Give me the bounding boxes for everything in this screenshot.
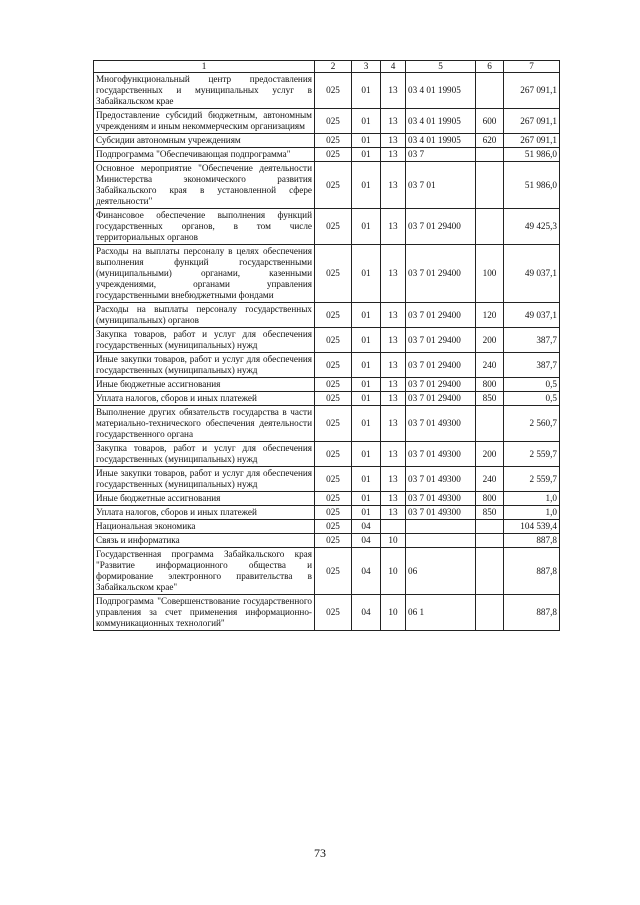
row-amount-cell: 49 425,3 (504, 209, 560, 245)
row-target-article-cell: 03 7 01 49300 (406, 467, 476, 492)
row-expense-type-cell (476, 520, 504, 534)
row-name-cell: Иные закупки товаров, работ и услуг для обеспечения государственных (муниципальных) нужд (94, 353, 315, 378)
row-target-article-cell: 03 7 01 29400 (406, 328, 476, 353)
row-section-cell: 01 (352, 148, 381, 162)
row-target-article-cell: 03 7 01 29400 (406, 303, 476, 328)
row-target-article-cell: 03 7 01 29400 (406, 378, 476, 392)
row-admin-code-cell: 025 (315, 73, 352, 109)
row-amount-cell: 51 986,0 (504, 148, 560, 162)
row-expense-type-cell: 600 (476, 109, 504, 134)
row-target-article-cell (406, 534, 476, 548)
row-section-cell: 01 (352, 109, 381, 134)
table-body (94, 73, 560, 631)
row-amount-cell: 2 559,7 (504, 467, 560, 492)
row-expense-type-cell: 120 (476, 303, 504, 328)
row-subsection-cell: 13 (381, 148, 406, 162)
row-admin-code-cell: 025 (315, 506, 352, 520)
row-subsection-cell (381, 520, 406, 534)
row-subsection-cell: 13 (381, 303, 406, 328)
row-admin-code-cell: 025 (315, 595, 352, 631)
table-row (94, 209, 560, 245)
row-amount-cell: 1,0 (504, 506, 560, 520)
table-row (94, 492, 560, 506)
row-target-article-cell: 03 7 01 29400 (406, 353, 476, 378)
row-amount-cell: 2 559,7 (504, 442, 560, 467)
row-expense-type-cell (476, 534, 504, 548)
row-name-cell: Закупка товаров, работ и услуг для обеспечения государственных (муниципальных) нужд (94, 442, 315, 467)
row-section-cell: 01 (352, 467, 381, 492)
header-col-2: 2 (315, 61, 352, 73)
row-section-cell: 01 (352, 162, 381, 209)
table-header-row (94, 61, 560, 73)
table-row (94, 353, 560, 378)
row-name-cell: Подпрограмма "Обеспечивающая подпрограмма" (94, 148, 315, 162)
row-subsection-cell: 13 (381, 328, 406, 353)
row-section-cell: 01 (352, 492, 381, 506)
header-col-6: 6 (476, 61, 504, 73)
budget-table (93, 60, 560, 631)
row-subsection-cell: 13 (381, 506, 406, 520)
row-expense-type-cell: 200 (476, 328, 504, 353)
row-expense-type-cell: 850 (476, 392, 504, 406)
row-amount-cell: 2 560,7 (504, 406, 560, 442)
row-section-cell: 01 (352, 73, 381, 109)
row-section-cell: 04 (352, 520, 381, 534)
table-row (94, 134, 560, 148)
row-name-cell: Предоставление субсидий бюджетным, автономным учреждениям и иным некоммерческим организациям (94, 109, 315, 134)
table-row (94, 303, 560, 328)
row-expense-type-cell: 800 (476, 378, 504, 392)
table-row (94, 162, 560, 209)
row-target-article-cell: 06 1 (406, 595, 476, 631)
table-row (94, 148, 560, 162)
row-admin-code-cell: 025 (315, 534, 352, 548)
row-subsection-cell: 13 (381, 162, 406, 209)
row-admin-code-cell: 025 (315, 109, 352, 134)
row-name-cell: Национальная экономика (94, 520, 315, 534)
row-amount-cell: 267 091,1 (504, 134, 560, 148)
table-row (94, 109, 560, 134)
row-section-cell: 01 (352, 209, 381, 245)
row-target-article-cell: 03 4 01 19905 (406, 134, 476, 148)
row-section-cell: 01 (352, 406, 381, 442)
row-admin-code-cell: 025 (315, 406, 352, 442)
row-admin-code-cell: 025 (315, 548, 352, 595)
row-name-cell: Выполнение других обязательств государства в части материально-технического обеспечения деятельности государственного органа (94, 406, 315, 442)
row-admin-code-cell: 025 (315, 378, 352, 392)
page-number: 73 (314, 846, 326, 860)
row-expense-type-cell: 240 (476, 467, 504, 492)
table-row (94, 378, 560, 392)
row-amount-cell: 267 091,1 (504, 109, 560, 134)
row-section-cell: 01 (352, 303, 381, 328)
row-name-cell: Расходы на выплаты персоналу в целях обеспечения выполнения функций государственными (муниципальными) органами, казенными учреждениями, органами управления государственными внебюджетными фондами (94, 245, 315, 303)
row-amount-cell: 1,0 (504, 492, 560, 506)
row-target-article-cell: 03 7 01 29400 (406, 245, 476, 303)
row-target-article-cell (406, 520, 476, 534)
row-name-cell: Подпрограмма "Совершенствование государственного управления за счет применения информационно-коммуникационных технологий" (94, 595, 315, 631)
row-name-cell: Расходы на выплаты персоналу государственных (муниципальных) органов (94, 303, 315, 328)
row-admin-code-cell: 025 (315, 148, 352, 162)
row-subsection-cell: 13 (381, 392, 406, 406)
row-name-cell: Уплата налогов, сборов и иных платежей (94, 506, 315, 520)
header-col-5: 5 (406, 61, 476, 73)
table-row (94, 73, 560, 109)
row-target-article-cell: 03 7 01 29400 (406, 209, 476, 245)
row-section-cell: 01 (352, 392, 381, 406)
row-subsection-cell: 10 (381, 595, 406, 631)
row-admin-code-cell: 025 (315, 162, 352, 209)
table-row (94, 506, 560, 520)
row-section-cell: 01 (352, 328, 381, 353)
row-expense-type-cell (476, 209, 504, 245)
row-amount-cell: 0,5 (504, 378, 560, 392)
table-row (94, 442, 560, 467)
row-section-cell: 04 (352, 548, 381, 595)
row-admin-code-cell: 025 (315, 303, 352, 328)
row-subsection-cell: 10 (381, 548, 406, 595)
row-subsection-cell: 13 (381, 245, 406, 303)
row-admin-code-cell: 025 (315, 209, 352, 245)
row-expense-type-cell: 620 (476, 134, 504, 148)
row-name-cell: Основное мероприятие "Обеспечение деятельности Министерства экономического развития Забайкальского края в установленной сфере деятельности" (94, 162, 315, 209)
row-target-article-cell: 03 7 01 (406, 162, 476, 209)
row-admin-code-cell: 025 (315, 392, 352, 406)
row-expense-type-cell: 100 (476, 245, 504, 303)
row-name-cell: Многофункциональный центр предоставления государственных и муниципальных услуг в Забайкальском крае (94, 73, 315, 109)
row-amount-cell: 387,7 (504, 353, 560, 378)
row-name-cell: Государственная программа Забайкальского края "Развитие информационного общества и формирование электронного правительства в Забайкальском крае" (94, 548, 315, 595)
row-admin-code-cell: 025 (315, 520, 352, 534)
row-admin-code-cell: 025 (315, 353, 352, 378)
row-subsection-cell: 10 (381, 534, 406, 548)
row-admin-code-cell: 025 (315, 245, 352, 303)
row-subsection-cell: 13 (381, 442, 406, 467)
row-expense-type-cell (476, 162, 504, 209)
row-amount-cell: 49 037,1 (504, 303, 560, 328)
row-admin-code-cell: 025 (315, 467, 352, 492)
row-section-cell: 01 (352, 506, 381, 520)
row-expense-type-cell: 800 (476, 492, 504, 506)
row-amount-cell: 267 091,1 (504, 73, 560, 109)
header-col-3: 3 (352, 61, 381, 73)
row-name-cell: Связь и информатика (94, 534, 315, 548)
row-amount-cell: 0,5 (504, 392, 560, 406)
header-col-1: 1 (94, 61, 315, 73)
row-subsection-cell: 13 (381, 109, 406, 134)
row-subsection-cell: 13 (381, 378, 406, 392)
row-name-cell: Субсидии автономным учреждениям (94, 134, 315, 148)
row-admin-code-cell: 025 (315, 328, 352, 353)
table-row (94, 520, 560, 534)
row-section-cell: 04 (352, 595, 381, 631)
row-admin-code-cell: 025 (315, 442, 352, 467)
row-amount-cell: 104 539,4 (504, 520, 560, 534)
row-section-cell: 01 (352, 245, 381, 303)
row-name-cell: Финансовое обеспечение выполнения функций государственных органов, в том числе территориальных органов (94, 209, 315, 245)
row-target-article-cell: 03 4 01 19905 (406, 73, 476, 109)
row-amount-cell: 49 037,1 (504, 245, 560, 303)
table-row (94, 548, 560, 595)
row-amount-cell: 887,8 (504, 534, 560, 548)
row-subsection-cell: 13 (381, 492, 406, 506)
row-section-cell: 01 (352, 353, 381, 378)
row-expense-type-cell: 200 (476, 442, 504, 467)
row-subsection-cell: 13 (381, 406, 406, 442)
table-row (94, 595, 560, 631)
table-row (94, 406, 560, 442)
row-section-cell: 01 (352, 442, 381, 467)
row-amount-cell: 387,7 (504, 328, 560, 353)
row-admin-code-cell: 025 (315, 134, 352, 148)
table-row (94, 534, 560, 548)
row-expense-type-cell (476, 73, 504, 109)
row-expense-type-cell (476, 595, 504, 631)
row-subsection-cell: 13 (381, 73, 406, 109)
header-col-4: 4 (381, 61, 406, 73)
row-subsection-cell: 13 (381, 353, 406, 378)
row-target-article-cell: 03 7 01 49300 (406, 442, 476, 467)
row-subsection-cell: 13 (381, 134, 406, 148)
row-section-cell: 04 (352, 534, 381, 548)
row-subsection-cell: 13 (381, 209, 406, 245)
row-amount-cell: 887,8 (504, 595, 560, 631)
row-name-cell: Иные бюджетные ассигнования (94, 378, 315, 392)
row-amount-cell: 887,8 (504, 548, 560, 595)
row-name-cell: Иные закупки товаров, работ и услуг для обеспечения государственных (муниципальных) нужд (94, 467, 315, 492)
row-target-article-cell: 03 7 01 49300 (406, 492, 476, 506)
row-expense-type-cell (476, 148, 504, 162)
row-name-cell: Уплата налогов, сборов и иных платежей (94, 392, 315, 406)
row-amount-cell: 51 986,0 (504, 162, 560, 209)
table-row (94, 245, 560, 303)
row-expense-type-cell: 240 (476, 353, 504, 378)
row-expense-type-cell (476, 406, 504, 442)
table-row (94, 467, 560, 492)
row-target-article-cell: 03 7 01 49300 (406, 406, 476, 442)
row-admin-code-cell: 025 (315, 492, 352, 506)
row-name-cell: Иные бюджетные ассигнования (94, 492, 315, 506)
row-target-article-cell: 06 (406, 548, 476, 595)
row-target-article-cell: 03 4 01 19905 (406, 109, 476, 134)
row-expense-type-cell (476, 548, 504, 595)
row-expense-type-cell: 850 (476, 506, 504, 520)
table-row (94, 392, 560, 406)
table-row (94, 328, 560, 353)
row-subsection-cell: 13 (381, 467, 406, 492)
row-target-article-cell: 03 7 01 29400 (406, 392, 476, 406)
row-name-cell: Закупка товаров, работ и услуг для обеспечения государственных (муниципальных) нужд (94, 328, 315, 353)
row-section-cell: 01 (352, 134, 381, 148)
row-section-cell: 01 (352, 378, 381, 392)
row-target-article-cell: 03 7 (406, 148, 476, 162)
header-col-7: 7 (504, 61, 560, 73)
row-target-article-cell: 03 7 01 49300 (406, 506, 476, 520)
